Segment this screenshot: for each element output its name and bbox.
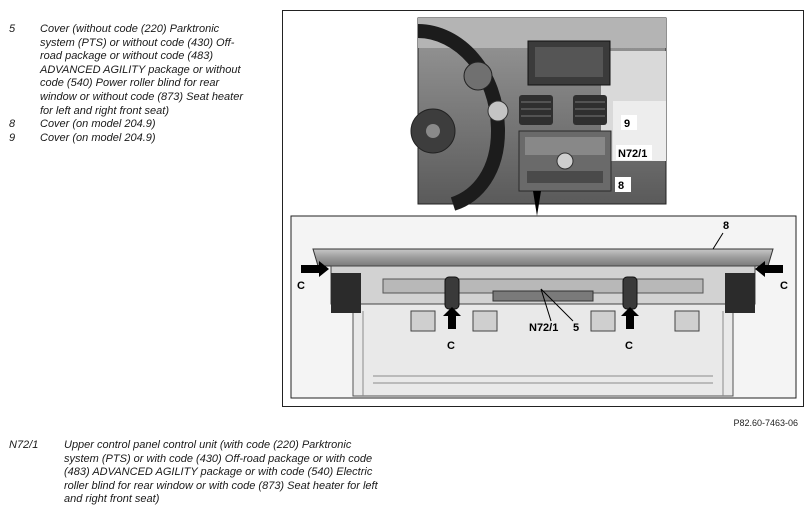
callout-8: 8 bbox=[618, 180, 625, 192]
legend-top bbox=[9, 23, 254, 145]
callout-detail-5: 5 bbox=[573, 322, 580, 334]
legend-description: Cover (on model 204.9) bbox=[40, 118, 156, 131]
legend-description: Upper control panel control unit (with code (220) Parktronic system (PTS) or with code (430) Off-road package or with code (483) ADVANCED AGILITY package or with code (540) Electric roller blind for rear window or with code (873) Seat heater for left and right front seat) bbox=[64, 439, 378, 506]
installation-figure bbox=[282, 10, 804, 407]
figure-reference-number: P82.60-7463-06 bbox=[733, 418, 798, 428]
figure-drawing bbox=[283, 11, 803, 406]
callout-n72-1: N72/1 bbox=[618, 148, 648, 160]
callout-clip-mid-left: C bbox=[447, 340, 455, 352]
control-panel-detail bbox=[291, 216, 796, 398]
callout-detail-n72-1: N72/1 bbox=[529, 322, 559, 334]
legend-key: 5 bbox=[9, 23, 16, 35]
legend-item-5 bbox=[9, 23, 254, 118]
legend-item-9 bbox=[9, 132, 254, 146]
callout-9: 9 bbox=[624, 118, 631, 130]
callout-clip-left: C bbox=[297, 280, 305, 292]
legend-bottom bbox=[9, 439, 379, 507]
callout-clip-right: C bbox=[780, 280, 788, 292]
legend-key: N72/1 bbox=[9, 439, 39, 451]
legend-description: Cover (on model 204.9) bbox=[40, 131, 156, 144]
legend-key: 8 bbox=[9, 118, 16, 131]
legend-item-8 bbox=[9, 118, 254, 132]
legend-description: Cover (without code (220) Parktronic system (PTS) or without code (430) Off-road package or without code (483) ADVANCED AGILITY package or without code (540) Power roller blind for rear window or without code (873) Seat heater for left and right front seat) bbox=[40, 23, 244, 117]
legend-item-n72-1 bbox=[9, 439, 379, 507]
callout-detail-8: 8 bbox=[723, 220, 730, 232]
callout-clip-mid-right: C bbox=[625, 340, 633, 352]
legend-key: 9 bbox=[9, 131, 16, 144]
